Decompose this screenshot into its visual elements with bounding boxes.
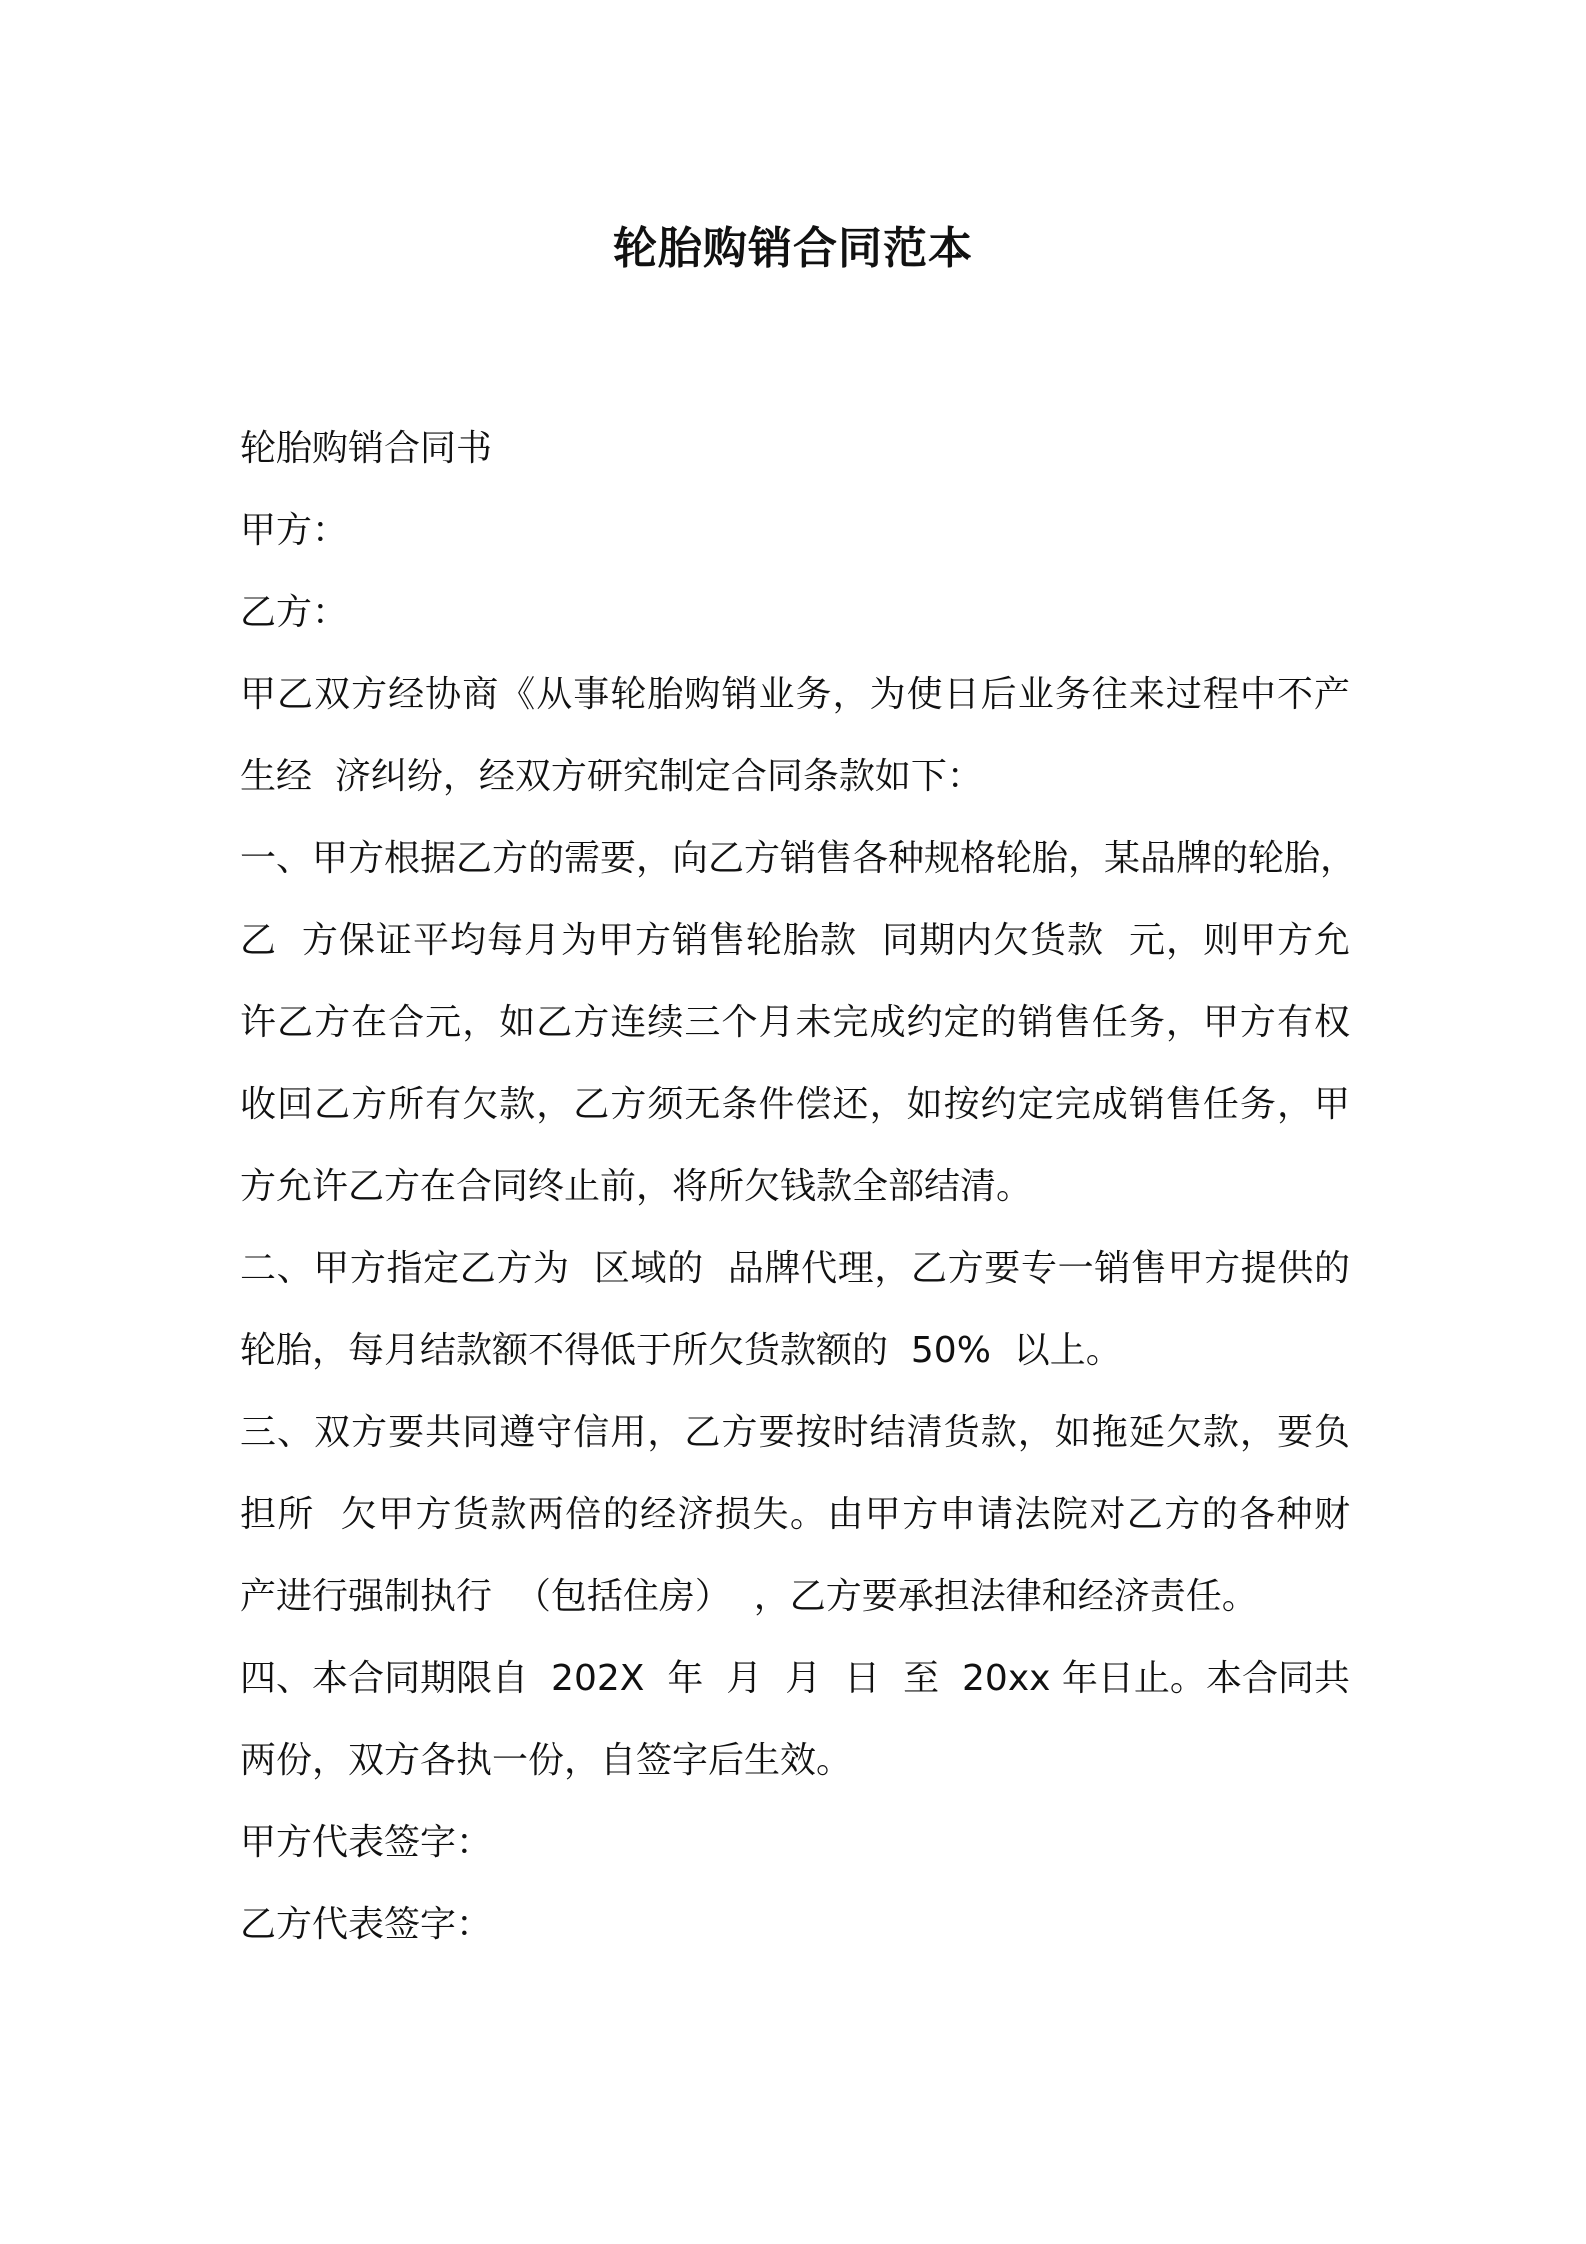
clause-2-line: 二、甲方指定乙方为 区域的 品牌代理，乙方要专一销售甲方提供的 bbox=[240, 1248, 1350, 1289]
clause-1-line: 乙 方保证平均每月为甲方销售轮胎款 同期内欠货款 元，则甲方允 bbox=[240, 920, 1350, 961]
party-b-line: 乙方： bbox=[240, 592, 349, 633]
clause-3-line: 三、双方要共同遵守信用，乙方要按时结清货款，如拖延欠款，要负 bbox=[240, 1412, 1350, 1453]
page-title: 轮胎购销合同范本 bbox=[613, 223, 973, 274]
clause-1-line: 收回乙方所有欠款，乙方须无条件偿还，如按约定完成销售任务，甲 bbox=[240, 1084, 1350, 1125]
party-b-signature-line: 乙方代表签字： bbox=[240, 1904, 493, 1945]
clause-1-line: 方允许乙方在合同终止前，将所欠钱款全部结清。 bbox=[240, 1166, 1033, 1207]
party-a-signature-line: 甲方代表签字： bbox=[240, 1822, 493, 1863]
intro-paragraph-line: 甲乙双方经协商《从事轮胎购销业务，为使日后业务往来过程中不产 bbox=[240, 674, 1350, 715]
intro-paragraph-line: 生经 济纠纷，经双方研究制定合同条款如下： bbox=[240, 756, 983, 797]
clause-3-line: 担所 欠甲方货款两倍的经济损失。由甲方申请法院对乙方的各种财 bbox=[240, 1494, 1350, 1535]
party-a-line: 甲方： bbox=[240, 510, 349, 551]
document-body bbox=[240, 408, 1357, 1966]
contract-heading: 轮胎购销合同书 bbox=[240, 428, 493, 469]
clause-3-line: 产进行强制执行 （包括住房） ，乙方要承担法律和经济责任。 bbox=[240, 1576, 1258, 1617]
clause-1-line: 许乙方在合元，如乙方连续三个月未完成约定的销售任务，甲方有权 bbox=[240, 1002, 1350, 1043]
clause-2-line: 轮胎，每月结款额不得低于所欠货款额的 50% 以上。 bbox=[240, 1330, 1122, 1371]
clause-1-line: 一、甲方根据乙方的需要，向乙方销售各种规格轮胎，某品牌的轮胎， bbox=[240, 838, 1357, 879]
clause-4-line: 两份，双方各执一份，自签字后生效。 bbox=[240, 1740, 853, 1781]
clause-4-line: 四、本合同期限自 202X 年 月 月 日 至 20xx 年日止。本合同共 bbox=[240, 1658, 1350, 1699]
